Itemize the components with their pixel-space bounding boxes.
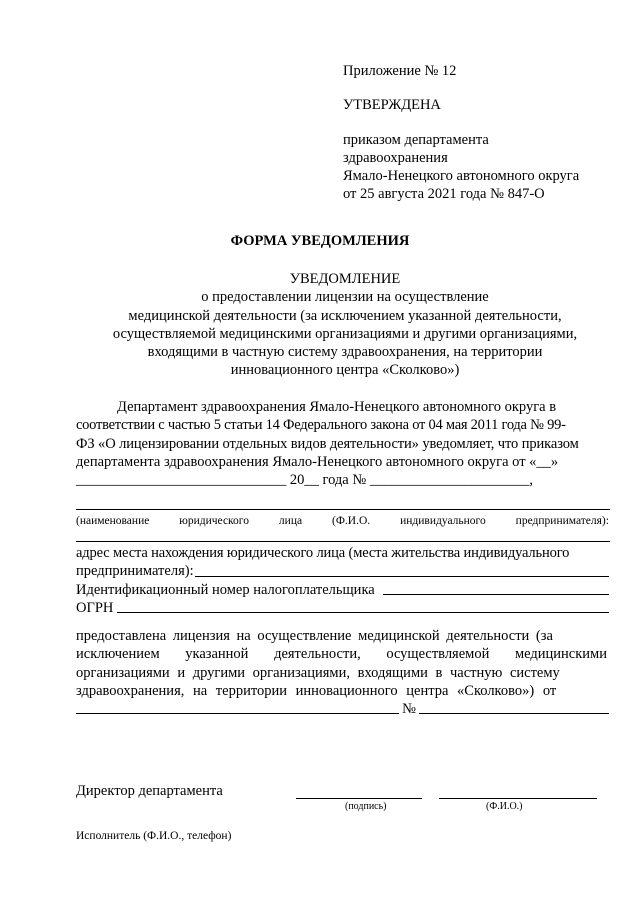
order-line-2: здравоохранения: [343, 150, 448, 166]
inn-label: Идентификационный номер налогоплательщика: [76, 581, 375, 598]
address-line-1: адрес места нахождения юридического лица (места жительства индивидуального: [76, 545, 570, 561]
notice-subtitle-1: о предоставлении лицензии на осуществление: [201, 289, 489, 306]
p1-line-2: соответствии с частью 5 статьи 14 Федерального закона от 04 мая 2011 года № 99-: [76, 417, 566, 434]
name-caption: [76, 514, 609, 528]
month-blank: ________________________: [112, 472, 287, 489]
p1-line-1-text: Департамент здравоохранения Ямало-Ненецкого автономного округа в: [117, 399, 557, 415]
notice-subtitle-3: осуществляемой медицинскими организациями и другими организациями,: [112, 325, 578, 342]
caption-word-4: (Ф.И.О.: [332, 515, 371, 527]
date-blank: [76, 700, 399, 714]
p2-line-1: предоставлена лицензия на осуществление медицинской деятельности (за: [76, 628, 553, 644]
p2-line-4: здравоохранения, на территории инновационного центра «Сколково») от: [76, 682, 557, 699]
form-title: ФОРМА УВЕДОМЛЕНИЯ: [230, 233, 410, 249]
director-label: Директор департамента: [76, 783, 223, 799]
ogrn-blank: [117, 599, 609, 613]
p2-line-2: исключением указанной деятельности, осуществляемой медицинскими: [76, 646, 607, 663]
p2-line-5: [76, 700, 609, 718]
paragraph-1: [76, 398, 609, 489]
caption-word-6: предпринимателя):: [515, 515, 609, 527]
notice-heading: УВЕДОМЛЕНИЕ: [289, 271, 401, 287]
executor-label: Исполнитель (Ф.И.О., телефон): [76, 830, 232, 842]
caption-word-3: лица: [278, 515, 303, 527]
notice-subtitle-4: входящими в частную систему здравоохранения, на территории: [147, 344, 543, 361]
name-continuation-line: [76, 541, 610, 542]
approved-label: УТВЕРЖДЕНА: [343, 97, 441, 113]
license-number-blank: [419, 700, 609, 714]
inn-line: [76, 581, 609, 599]
appendix-label: Приложение № 12: [343, 63, 457, 79]
p1-line-1: [76, 398, 609, 416]
p1-line-5: [76, 471, 609, 489]
day-blank: _____: [76, 472, 113, 489]
notice-subtitle-5: инновационного центра «Сколково»): [230, 362, 460, 379]
paragraph-2: [76, 627, 609, 718]
p2-line-3: организациями и другими организациями, входящими в частную систему: [76, 664, 560, 681]
order-line-3: Ямало-Ненецкого автономного округа: [343, 168, 580, 184]
signature-caption: (подпись): [345, 801, 387, 812]
signature-line: [296, 798, 422, 799]
address-blank: [195, 562, 609, 576]
p1-line-3: ФЗ «О лицензировании отдельных видов деятельности» уведомляет, что приказом: [76, 435, 579, 452]
number-sign: №: [402, 701, 416, 718]
order-number-blank: ______________________,: [369, 472, 533, 489]
notice-subtitle-2: медицинской деятельности (за исключением указанной деятельности,: [128, 307, 562, 324]
year-label: 20__ года №: [289, 472, 367, 489]
p1-line-4: департамента здравоохранения Ямало-Ненецкого автономного округа от «__»: [76, 453, 559, 470]
address-block: [76, 544, 609, 617]
order-line-4: от 25 августа 2021 года № 847-О: [343, 186, 545, 202]
inn-blank: [383, 581, 609, 595]
ogrn-label: ОГРН: [76, 599, 114, 616]
address-label: предпринимателя):: [76, 563, 194, 580]
caption-word-1: (наименование: [76, 515, 150, 527]
name-caption-sign: (Ф.И.О.): [486, 801, 523, 812]
order-line-1: приказом департамента: [343, 132, 489, 148]
notice-block: [80, 270, 610, 380]
name-signature-line: [439, 798, 597, 799]
ogrn-line: [76, 599, 609, 617]
caption-word-2: юридического: [179, 515, 249, 527]
address-line-2: [76, 562, 609, 580]
name-line: [76, 509, 610, 510]
caption-word-5: индивидуального: [400, 515, 486, 527]
